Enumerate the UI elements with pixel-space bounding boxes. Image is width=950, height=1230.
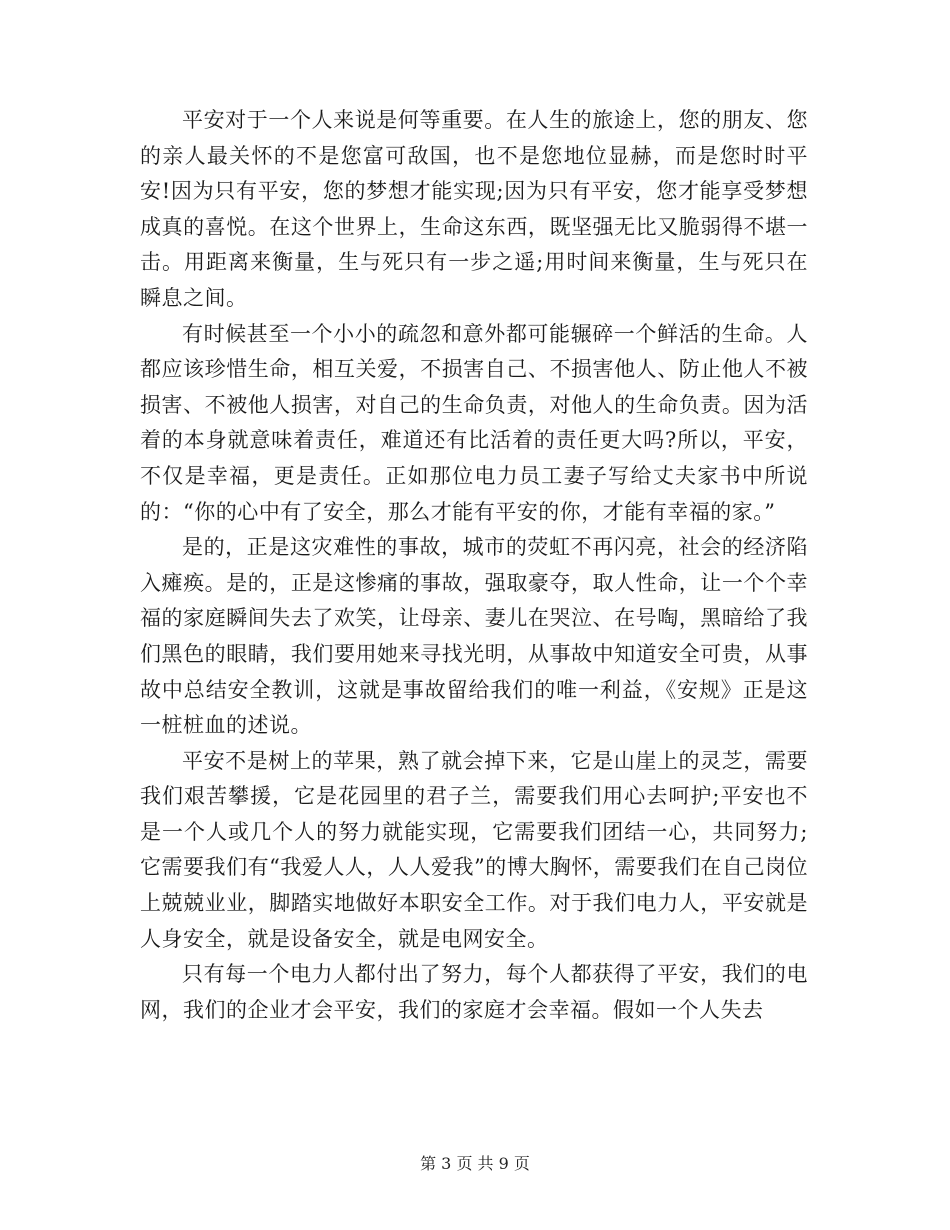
page-number-label: 第 3 页 共 9 页: [420, 1154, 530, 1173]
paragraph-3: 是的，正是这灾难性的事故，城市的荧虹不再闪亮，社会的经济陷入瘫痪。是的，正是这惨痛的事故，强取豪夺，取人性命，让一个个幸福的家庭瞬间失去了欢笑，让母亲、妻儿在哭泣、在号啕，黑暗给了我们黑色的眼睛，我们要用她来寻找光明，从事故中知道安全可贵，从事故中总结安全教训，这就是事故留给我们的唯一利益，《安规》正是这一桩桩血的述说。: [140, 535, 808, 738]
paragraph-4: 平安不是树上的苹果，熟了就会掉下来，它是山崖上的灵芝，需要我们艰苦攀援，它是花园里的君子兰，需要我们用心去呵护;平安也不是一个人或几个人的努力就能实现，它需要我们团结一心，共同努力;它需要我们有“我爱人人，人人爱我”的博大胸怀，需要我们在自己岗位上兢兢业业，脚踏实地做好本职安全工作。对于我们电力人，平安就是人身安全，就是设备安全，就是电网安全。: [140, 748, 808, 951]
paragraph-2: 有时候甚至一个小小的疏忽和意外都可能辗碎一个鲜活的生命。人都应该珍惜生命，相互关爱，不损害自己、不损害他人、防止他人不被损害、不被他人损害，对自己的生命负责，对他人的生命负责。因为活着的本身就意味着责任，难道还有比活着的责任更大吗?所以，平安，不仅是幸福，更是责任。正如那位电力员工妻子写给丈夫家书中所说的：“你的心中有了安全，那么才能有平安的你，才能有幸福的家。”: [140, 321, 808, 524]
page-footer: [0, 1153, 950, 1175]
paragraph-1: 平安对于一个人来说是何等重要。在人生的旅途上，您的朋友、您的亲人最关怀的不是您富可敌国，也不是您地位显赫，而是您时时平安!因为只有平安，您的梦想才能实现;因为只有平安，您才能享受梦想成真的喜悦。在这个世界上，生命这东西，既坚强无比又脆弱得不堪一击。用距离来衡量，生与死只有一步之遥;用时间来衡量，生与死只在瞬息之间。: [140, 108, 808, 310]
document-body: [140, 103, 808, 1028]
paragraph-5: 只有每一个电力人都付出了努力，每个人都获得了平安，我们的电网，我们的企业才会平安，我们的家庭才会幸福。假如一个人失去: [140, 962, 808, 1022]
